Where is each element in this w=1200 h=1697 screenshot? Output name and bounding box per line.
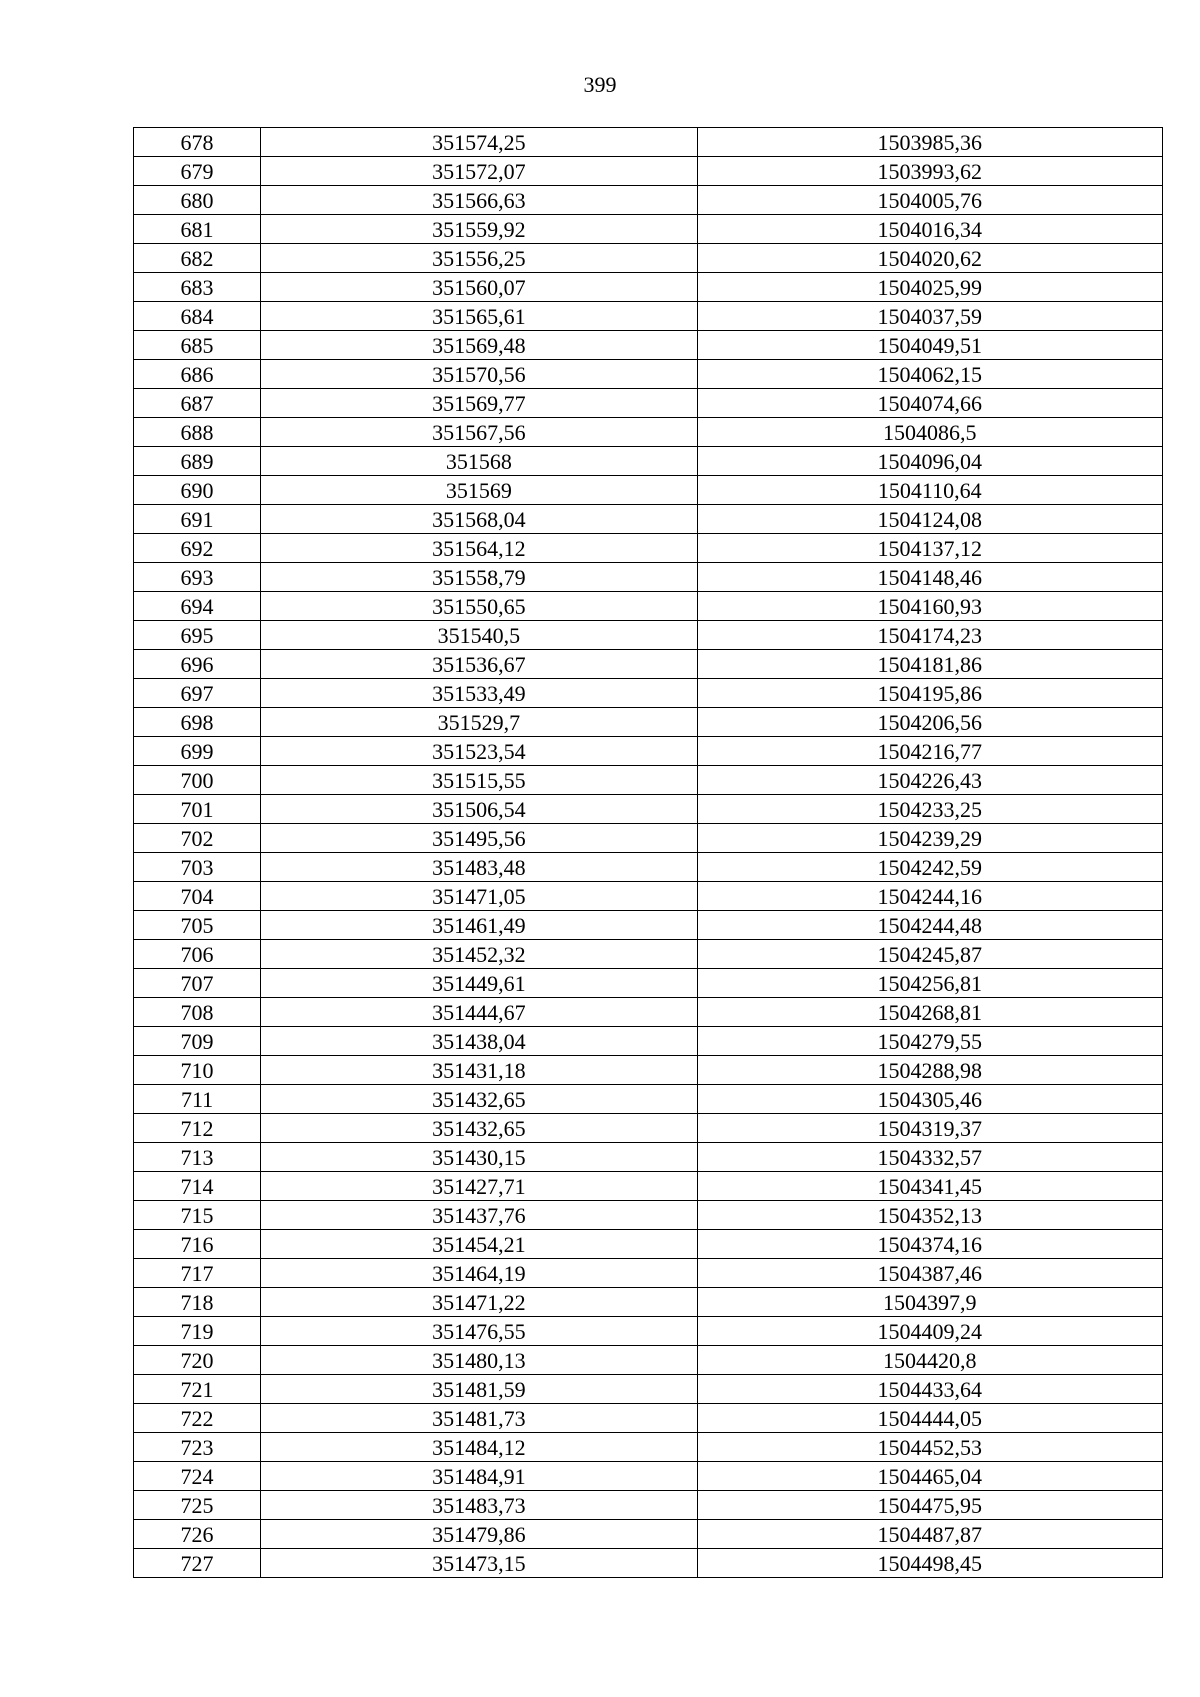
point-number-cell: 698 bbox=[134, 708, 261, 737]
table-row bbox=[134, 592, 1163, 621]
point-number-cell: 727 bbox=[134, 1549, 261, 1578]
x-coordinate-cell: 351449,61 bbox=[261, 969, 697, 998]
table-row bbox=[134, 853, 1163, 882]
x-coordinate-cell: 351471,05 bbox=[261, 882, 697, 911]
y-coordinate-cell: 1504332,57 bbox=[697, 1143, 1162, 1172]
table-row bbox=[134, 998, 1163, 1027]
x-coordinate-cell: 351461,49 bbox=[261, 911, 697, 940]
point-number-cell: 688 bbox=[134, 418, 261, 447]
table-row bbox=[134, 795, 1163, 824]
x-coordinate-cell: 351432,65 bbox=[261, 1085, 697, 1114]
y-coordinate-cell: 1504148,46 bbox=[697, 563, 1162, 592]
table-row bbox=[134, 186, 1163, 215]
y-coordinate-cell: 1504319,37 bbox=[697, 1114, 1162, 1143]
page-number: 399 bbox=[583, 72, 617, 97]
table-row bbox=[134, 1317, 1163, 1346]
y-coordinate-cell: 1504025,99 bbox=[697, 273, 1162, 302]
table-row bbox=[134, 1288, 1163, 1317]
point-number-cell: 719 bbox=[134, 1317, 261, 1346]
table-row bbox=[134, 940, 1163, 969]
table-row bbox=[134, 215, 1163, 244]
point-number-cell: 682 bbox=[134, 244, 261, 273]
point-number-cell: 714 bbox=[134, 1172, 261, 1201]
x-coordinate-cell: 351481,59 bbox=[261, 1375, 697, 1404]
y-coordinate-cell: 1504487,87 bbox=[697, 1520, 1162, 1549]
x-coordinate-cell: 351574,25 bbox=[261, 128, 697, 157]
table-row bbox=[134, 737, 1163, 766]
y-coordinate-cell: 1504279,55 bbox=[697, 1027, 1162, 1056]
table-row bbox=[134, 447, 1163, 476]
point-number-cell: 691 bbox=[134, 505, 261, 534]
point-number-cell: 692 bbox=[134, 534, 261, 563]
point-number-cell: 680 bbox=[134, 186, 261, 215]
x-coordinate-cell: 351568,04 bbox=[261, 505, 697, 534]
y-coordinate-cell: 1504387,46 bbox=[697, 1259, 1162, 1288]
table-row bbox=[134, 1520, 1163, 1549]
x-coordinate-cell: 351536,67 bbox=[261, 650, 697, 679]
x-coordinate-cell: 351569,48 bbox=[261, 331, 697, 360]
table-row bbox=[134, 389, 1163, 418]
x-coordinate-cell: 351495,56 bbox=[261, 824, 697, 853]
table-row bbox=[134, 360, 1163, 389]
y-coordinate-cell: 1504216,77 bbox=[697, 737, 1162, 766]
x-coordinate-cell: 351559,92 bbox=[261, 215, 697, 244]
table-row bbox=[134, 563, 1163, 592]
point-number-cell: 709 bbox=[134, 1027, 261, 1056]
x-coordinate-cell: 351556,25 bbox=[261, 244, 697, 273]
x-coordinate-cell: 351454,21 bbox=[261, 1230, 697, 1259]
point-number-cell: 722 bbox=[134, 1404, 261, 1433]
point-number-cell: 684 bbox=[134, 302, 261, 331]
y-coordinate-cell: 1504341,45 bbox=[697, 1172, 1162, 1201]
point-number-cell: 693 bbox=[134, 563, 261, 592]
table-row bbox=[134, 331, 1163, 360]
y-coordinate-cell: 1503993,62 bbox=[697, 157, 1162, 186]
x-coordinate-cell: 351431,18 bbox=[261, 1056, 697, 1085]
table-row bbox=[134, 766, 1163, 795]
table-row bbox=[134, 505, 1163, 534]
point-number-cell: 696 bbox=[134, 650, 261, 679]
point-number-cell: 687 bbox=[134, 389, 261, 418]
table-row bbox=[134, 1114, 1163, 1143]
point-number-cell: 695 bbox=[134, 621, 261, 650]
x-coordinate-cell: 351464,19 bbox=[261, 1259, 697, 1288]
y-coordinate-cell: 1504420,8 bbox=[697, 1346, 1162, 1375]
y-coordinate-cell: 1504245,87 bbox=[697, 940, 1162, 969]
y-coordinate-cell: 1504181,86 bbox=[697, 650, 1162, 679]
y-coordinate-cell: 1504020,62 bbox=[697, 244, 1162, 273]
x-coordinate-cell: 351515,55 bbox=[261, 766, 697, 795]
y-coordinate-cell: 1504305,46 bbox=[697, 1085, 1162, 1114]
table-row bbox=[134, 128, 1163, 157]
y-coordinate-cell: 1504037,59 bbox=[697, 302, 1162, 331]
table-row bbox=[134, 476, 1163, 505]
table-row bbox=[134, 1404, 1163, 1433]
table-row bbox=[134, 1433, 1163, 1462]
point-number-cell: 704 bbox=[134, 882, 261, 911]
point-number-cell: 686 bbox=[134, 360, 261, 389]
y-coordinate-cell: 1504268,81 bbox=[697, 998, 1162, 1027]
x-coordinate-cell: 351533,49 bbox=[261, 679, 697, 708]
table-row bbox=[134, 882, 1163, 911]
x-coordinate-cell: 351569 bbox=[261, 476, 697, 505]
point-number-cell: 723 bbox=[134, 1433, 261, 1462]
x-coordinate-cell: 351484,12 bbox=[261, 1433, 697, 1462]
table-row bbox=[134, 1549, 1163, 1578]
point-number-cell: 701 bbox=[134, 795, 261, 824]
y-coordinate-cell: 1504465,04 bbox=[697, 1462, 1162, 1491]
point-number-cell: 716 bbox=[134, 1230, 261, 1259]
table-row bbox=[134, 621, 1163, 650]
point-number-cell: 697 bbox=[134, 679, 261, 708]
table-row bbox=[134, 1143, 1163, 1172]
y-coordinate-cell: 1504226,43 bbox=[697, 766, 1162, 795]
table-row bbox=[134, 1027, 1163, 1056]
point-number-cell: 679 bbox=[134, 157, 261, 186]
table-row bbox=[134, 302, 1163, 331]
table-row bbox=[134, 969, 1163, 998]
table-row bbox=[134, 244, 1163, 273]
y-coordinate-cell: 1504062,15 bbox=[697, 360, 1162, 389]
y-coordinate-cell: 1504074,66 bbox=[697, 389, 1162, 418]
x-coordinate-cell: 351558,79 bbox=[261, 563, 697, 592]
y-coordinate-cell: 1504086,5 bbox=[697, 418, 1162, 447]
point-number-cell: 706 bbox=[134, 940, 261, 969]
table-row bbox=[134, 650, 1163, 679]
point-number-cell: 717 bbox=[134, 1259, 261, 1288]
point-number-cell: 689 bbox=[134, 447, 261, 476]
y-coordinate-cell: 1504452,53 bbox=[697, 1433, 1162, 1462]
point-number-cell: 690 bbox=[134, 476, 261, 505]
x-coordinate-cell: 351427,71 bbox=[261, 1172, 697, 1201]
y-coordinate-cell: 1504137,12 bbox=[697, 534, 1162, 563]
y-coordinate-cell: 1504244,48 bbox=[697, 911, 1162, 940]
x-coordinate-cell: 351550,65 bbox=[261, 592, 697, 621]
y-coordinate-cell: 1503985,36 bbox=[697, 128, 1162, 157]
y-coordinate-cell: 1504475,95 bbox=[697, 1491, 1162, 1520]
table-row bbox=[134, 1085, 1163, 1114]
point-number-cell: 711 bbox=[134, 1085, 261, 1114]
point-number-cell: 678 bbox=[134, 128, 261, 157]
table-row bbox=[134, 273, 1163, 302]
y-coordinate-cell: 1504049,51 bbox=[697, 331, 1162, 360]
table-row bbox=[134, 157, 1163, 186]
point-number-cell: 708 bbox=[134, 998, 261, 1027]
x-coordinate-cell: 351476,55 bbox=[261, 1317, 697, 1346]
x-coordinate-cell: 351444,67 bbox=[261, 998, 697, 1027]
point-number-cell: 683 bbox=[134, 273, 261, 302]
point-number-cell: 726 bbox=[134, 1520, 261, 1549]
table-row bbox=[134, 1375, 1163, 1404]
y-coordinate-cell: 1504374,16 bbox=[697, 1230, 1162, 1259]
y-coordinate-cell: 1504174,23 bbox=[697, 621, 1162, 650]
x-coordinate-cell: 351567,56 bbox=[261, 418, 697, 447]
table-row bbox=[134, 1230, 1163, 1259]
y-coordinate-cell: 1504256,81 bbox=[697, 969, 1162, 998]
point-number-cell: 710 bbox=[134, 1056, 261, 1085]
table-row bbox=[134, 1346, 1163, 1375]
x-coordinate-cell: 351523,54 bbox=[261, 737, 697, 766]
table-row bbox=[134, 911, 1163, 940]
y-coordinate-cell: 1504016,34 bbox=[697, 215, 1162, 244]
y-coordinate-cell: 1504288,98 bbox=[697, 1056, 1162, 1085]
x-coordinate-cell: 351432,65 bbox=[261, 1114, 697, 1143]
y-coordinate-cell: 1504397,9 bbox=[697, 1288, 1162, 1317]
x-coordinate-cell: 351437,76 bbox=[261, 1201, 697, 1230]
x-coordinate-cell: 351473,15 bbox=[261, 1549, 697, 1578]
x-coordinate-cell: 351484,91 bbox=[261, 1462, 697, 1491]
x-coordinate-cell: 351483,48 bbox=[261, 853, 697, 882]
x-coordinate-cell: 351569,77 bbox=[261, 389, 697, 418]
y-coordinate-cell: 1504444,05 bbox=[697, 1404, 1162, 1433]
y-coordinate-cell: 1504409,24 bbox=[697, 1317, 1162, 1346]
x-coordinate-cell: 351479,86 bbox=[261, 1520, 697, 1549]
y-coordinate-cell: 1504233,25 bbox=[697, 795, 1162, 824]
y-coordinate-cell: 1504242,59 bbox=[697, 853, 1162, 882]
x-coordinate-cell: 351564,12 bbox=[261, 534, 697, 563]
point-number-cell: 699 bbox=[134, 737, 261, 766]
table-row bbox=[134, 1201, 1163, 1230]
y-coordinate-cell: 1504498,45 bbox=[697, 1549, 1162, 1578]
table-row bbox=[134, 534, 1163, 563]
x-coordinate-cell: 351438,04 bbox=[261, 1027, 697, 1056]
table-row bbox=[134, 824, 1163, 853]
y-coordinate-cell: 1504244,16 bbox=[697, 882, 1162, 911]
point-number-cell: 715 bbox=[134, 1201, 261, 1230]
x-coordinate-cell: 351572,07 bbox=[261, 157, 697, 186]
x-coordinate-cell: 351566,63 bbox=[261, 186, 697, 215]
table-row bbox=[134, 1462, 1163, 1491]
coordinates-table bbox=[133, 127, 1163, 1578]
y-coordinate-cell: 1504206,56 bbox=[697, 708, 1162, 737]
point-number-cell: 721 bbox=[134, 1375, 261, 1404]
y-coordinate-cell: 1504110,64 bbox=[697, 476, 1162, 505]
x-coordinate-cell: 351568 bbox=[261, 447, 697, 476]
table-row bbox=[134, 679, 1163, 708]
point-number-cell: 702 bbox=[134, 824, 261, 853]
y-coordinate-cell: 1504124,08 bbox=[697, 505, 1162, 534]
table-row bbox=[134, 418, 1163, 447]
x-coordinate-cell: 351483,73 bbox=[261, 1491, 697, 1520]
x-coordinate-cell: 351471,22 bbox=[261, 1288, 697, 1317]
point-number-cell: 712 bbox=[134, 1114, 261, 1143]
point-number-cell: 700 bbox=[134, 766, 261, 795]
table-row bbox=[134, 1056, 1163, 1085]
table-row bbox=[134, 1491, 1163, 1520]
x-coordinate-cell: 351430,15 bbox=[261, 1143, 697, 1172]
coordinates-table-body bbox=[134, 128, 1163, 1578]
y-coordinate-cell: 1504005,76 bbox=[697, 186, 1162, 215]
point-number-cell: 707 bbox=[134, 969, 261, 998]
x-coordinate-cell: 351560,07 bbox=[261, 273, 697, 302]
point-number-cell: 725 bbox=[134, 1491, 261, 1520]
y-coordinate-cell: 1504160,93 bbox=[697, 592, 1162, 621]
point-number-cell: 703 bbox=[134, 853, 261, 882]
x-coordinate-cell: 351480,13 bbox=[261, 1346, 697, 1375]
point-number-cell: 705 bbox=[134, 911, 261, 940]
table-row bbox=[134, 1259, 1163, 1288]
x-coordinate-cell: 351506,54 bbox=[261, 795, 697, 824]
x-coordinate-cell: 351570,56 bbox=[261, 360, 697, 389]
point-number-cell: 681 bbox=[134, 215, 261, 244]
point-number-cell: 718 bbox=[134, 1288, 261, 1317]
y-coordinate-cell: 1504433,64 bbox=[697, 1375, 1162, 1404]
y-coordinate-cell: 1504096,04 bbox=[697, 447, 1162, 476]
point-number-cell: 724 bbox=[134, 1462, 261, 1491]
y-coordinate-cell: 1504239,29 bbox=[697, 824, 1162, 853]
x-coordinate-cell: 351452,32 bbox=[261, 940, 697, 969]
point-number-cell: 713 bbox=[134, 1143, 261, 1172]
y-coordinate-cell: 1504195,86 bbox=[697, 679, 1162, 708]
point-number-cell: 694 bbox=[134, 592, 261, 621]
x-coordinate-cell: 351565,61 bbox=[261, 302, 697, 331]
table-row bbox=[134, 708, 1163, 737]
point-number-cell: 685 bbox=[134, 331, 261, 360]
table-row bbox=[134, 1172, 1163, 1201]
x-coordinate-cell: 351529,7 bbox=[261, 708, 697, 737]
x-coordinate-cell: 351540,5 bbox=[261, 621, 697, 650]
y-coordinate-cell: 1504352,13 bbox=[697, 1201, 1162, 1230]
x-coordinate-cell: 351481,73 bbox=[261, 1404, 697, 1433]
point-number-cell: 720 bbox=[134, 1346, 261, 1375]
